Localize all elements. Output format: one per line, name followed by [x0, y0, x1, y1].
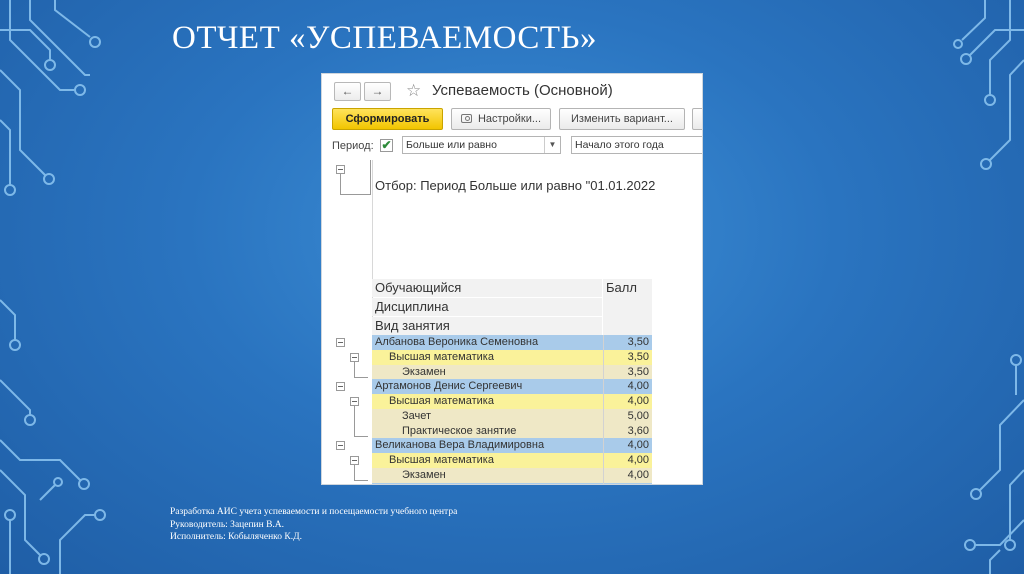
period-label: Период: — [332, 140, 374, 152]
tree-line — [354, 362, 355, 377]
row-label[interactable]: Экзамен — [372, 468, 652, 483]
collapse-toggle[interactable] — [336, 165, 345, 174]
row-label[interactable]: Великанова Вера Владимировна — [372, 438, 652, 453]
arrow-right-icon[interactable]: → — [364, 82, 391, 101]
settings-label: Настройки... — [477, 113, 542, 125]
tree-line — [340, 194, 370, 195]
tree-line — [340, 174, 341, 194]
row-value — [603, 483, 652, 486]
tree-line — [354, 377, 368, 378]
collapse-toggle[interactable] — [350, 353, 359, 362]
settings-button[interactable] — [451, 108, 551, 130]
more-actions-button[interactable] — [692, 108, 703, 130]
row-label[interactable]: Практическое занятие — [372, 424, 652, 439]
row-value: 4,00 — [603, 394, 652, 409]
change-variant-button[interactable]: Изменить вариант... — [559, 108, 685, 130]
period-value-field[interactable]: Начало этого года — [571, 136, 703, 154]
generate-button[interactable]: Сформировать — [332, 108, 443, 130]
footer-line: Разработка АИС учета успеваемости и посещаемости учебного центра — [170, 507, 458, 517]
footer-line: Исполнитель: Кобыляченко К.Д. — [170, 532, 302, 542]
row-value: 3,50 — [603, 335, 652, 350]
row-value: 4,00 — [603, 379, 652, 394]
tree-line — [370, 160, 371, 195]
row-label[interactable]: Высшая математика — [372, 453, 652, 468]
row-value: 5,00 — [603, 409, 652, 424]
collapse-toggle[interactable] — [336, 382, 345, 391]
footer-line: Руководитель: Зацепин В.А. — [170, 519, 285, 530]
report-grid — [322, 160, 703, 485]
header-discipline[interactable]: Дисциплина — [372, 298, 602, 316]
row-value: 3,60 — [603, 424, 652, 439]
row-value: 4,00 — [603, 468, 652, 483]
chevron-down-icon[interactable]: ▼ — [544, 137, 560, 153]
filter-text: Отбор: Период Больше или равно "01.01.2022 — [375, 178, 656, 193]
collapse-toggle[interactable] — [350, 397, 359, 406]
tree-line — [354, 465, 355, 480]
arrow-left-icon[interactable]: ← — [334, 82, 361, 101]
row-value: 4,00 — [603, 453, 652, 468]
collapse-toggle[interactable] — [350, 456, 359, 465]
header-score[interactable]: Балл — [603, 279, 652, 335]
row-label[interactable]: Албанова Вероника Семеновна — [372, 335, 652, 350]
row-label[interactable]: Высшая математика — [372, 350, 652, 365]
tree-line — [354, 480, 368, 481]
collapse-toggle[interactable] — [336, 338, 345, 347]
row-value: 4,00 — [603, 438, 652, 453]
form-title: Успеваемость (Основной) — [432, 82, 613, 99]
slide-title: ОТЧЕТ «УСПЕВАЕМОСТЬ» — [172, 20, 597, 56]
tree-line — [354, 406, 355, 436]
row-value: 3,50 — [603, 365, 652, 380]
tree-line — [354, 436, 368, 437]
settings-icon — [461, 114, 472, 123]
period-checkbox[interactable]: ✔ — [381, 138, 392, 152]
slide-footer — [170, 506, 457, 544]
row-label[interactable]: Артамонов Денис Сергеевич — [372, 379, 652, 394]
collapse-toggle[interactable] — [336, 441, 345, 450]
period-comparison-value: Больше или равно — [406, 139, 497, 151]
star-icon[interactable]: ☆ — [406, 81, 422, 100]
row-value: 3,50 — [603, 350, 652, 365]
form-titlebar — [322, 74, 703, 106]
header-lesson-type[interactable]: Вид занятия — [372, 317, 602, 335]
row-label[interactable]: Экзамен — [372, 365, 652, 380]
row-label[interactable]: Зачет — [372, 409, 652, 424]
header-student[interactable]: Обучающийся — [372, 279, 602, 297]
period-comparison-select[interactable] — [402, 136, 561, 154]
row-label[interactable]: Высшая математика — [372, 394, 652, 409]
report-window — [321, 73, 703, 485]
